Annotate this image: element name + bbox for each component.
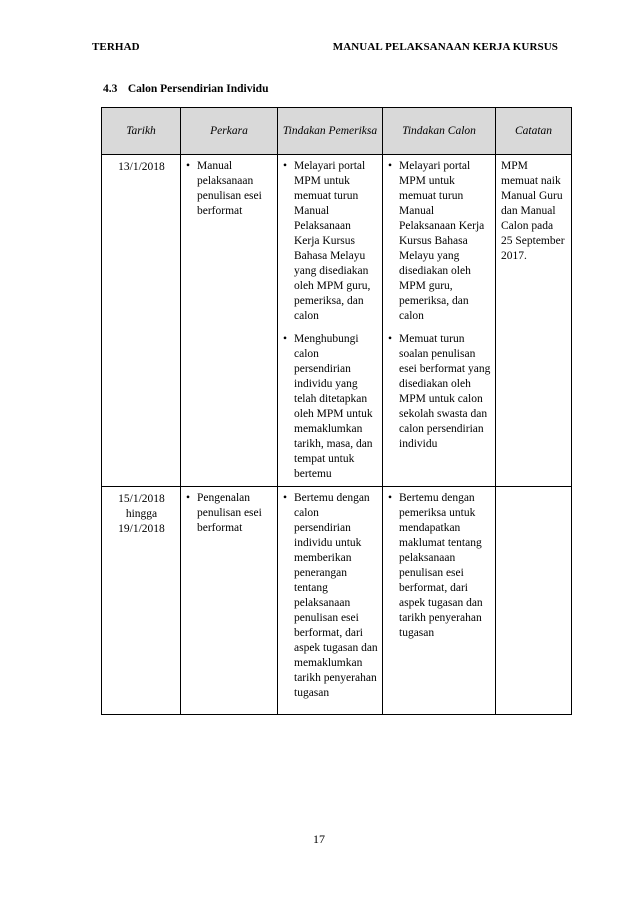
cell-perkara (181, 487, 278, 715)
list-item: • Menghubungi calon persendirian individu yang telah ditetapkan oleh MPM untuk memaklumkan tarikh, masa, dan tempat untuk bertemu (283, 332, 378, 482)
bullet-icon (186, 491, 190, 506)
schedule-table (101, 107, 572, 715)
table-row (102, 155, 572, 487)
table-row (102, 487, 572, 715)
col-header-catatan: Catatan (496, 108, 572, 155)
list-item: • Manual pelaksanaan penulisan esei berformat (186, 159, 273, 219)
bullet-icon (388, 491, 392, 506)
header-left: TERHAD (92, 41, 140, 53)
cell-catatan: MPM memuat naik Manual Guru dan Manual Calon pada 25 September 2017. (496, 155, 572, 487)
col-header-tindakan-calon: Tindakan Calon (383, 108, 496, 155)
list-item: • Melayari portal MPM untuk memuat turun Manual Pelaksanaan Kerja Kursus Bahasa Melayu yang disediakan oleh MPM guru, pemeriksa, dan calon (283, 159, 378, 324)
bullet-icon (283, 491, 287, 506)
bullet-icon (283, 332, 287, 347)
cell-tindakan-calon (383, 487, 496, 715)
page-number: 17 (313, 832, 325, 846)
cell-tindakan-pemeriksa (278, 487, 383, 715)
cell-tarikh: 15/1/2018 hingga 19/1/2018 (102, 487, 181, 715)
table-header-row (102, 108, 572, 155)
col-header-tindakan-pemeriksa: Tindakan Pemeriksa (278, 108, 383, 155)
col-header-tarikh: Tarikh (102, 108, 181, 155)
section-heading (103, 83, 268, 95)
list-item: • Bertemu dengan calon persendirian individu untuk memberikan penerangan tentang pelaksanaan penulisan esei berformat, dari aspek tugasan dan memaklumkan tarikh penyerahan tugasan (283, 491, 378, 701)
cell-tarikh: 13/1/2018 (102, 155, 181, 487)
col-header-perkara: Perkara (181, 108, 278, 155)
bullet-icon (388, 332, 392, 347)
section-title: Calon Persendirian Individu (127, 83, 269, 95)
list-item: • Pengenalan penulisan esei berformat (186, 491, 273, 536)
cell-tindakan-pemeriksa (278, 155, 383, 487)
cell-perkara (181, 155, 278, 487)
section-number: 4.3 (103, 83, 118, 95)
bullet-icon (283, 159, 287, 174)
bullet-icon (388, 159, 392, 174)
cell-tindakan-calon (383, 155, 496, 487)
list-item: • Bertemu dengan pemeriksa untuk mendapatkan maklumat tentang pelaksanaan penulisan esei berformat, dari aspek tugasan dan tarikh penyerahan tugasan (388, 491, 491, 641)
list-item: • Melayari portal MPM untuk memuat turun Manual Pelaksanaan Kerja Kursus Bahasa Melayu yang disediakan oleh MPM guru, pemeriksa, dan calon (388, 159, 491, 324)
bullet-icon (186, 159, 190, 174)
header-right: MANUAL PELAKSANAAN KERJA KURSUS (332, 41, 558, 53)
list-item: • Memuat turun soalan penulisan esei berformat yang disediakan oleh MPM untuk calon sekolah swasta dan calon persendirian individu (388, 332, 491, 452)
cell-catatan (496, 487, 572, 715)
